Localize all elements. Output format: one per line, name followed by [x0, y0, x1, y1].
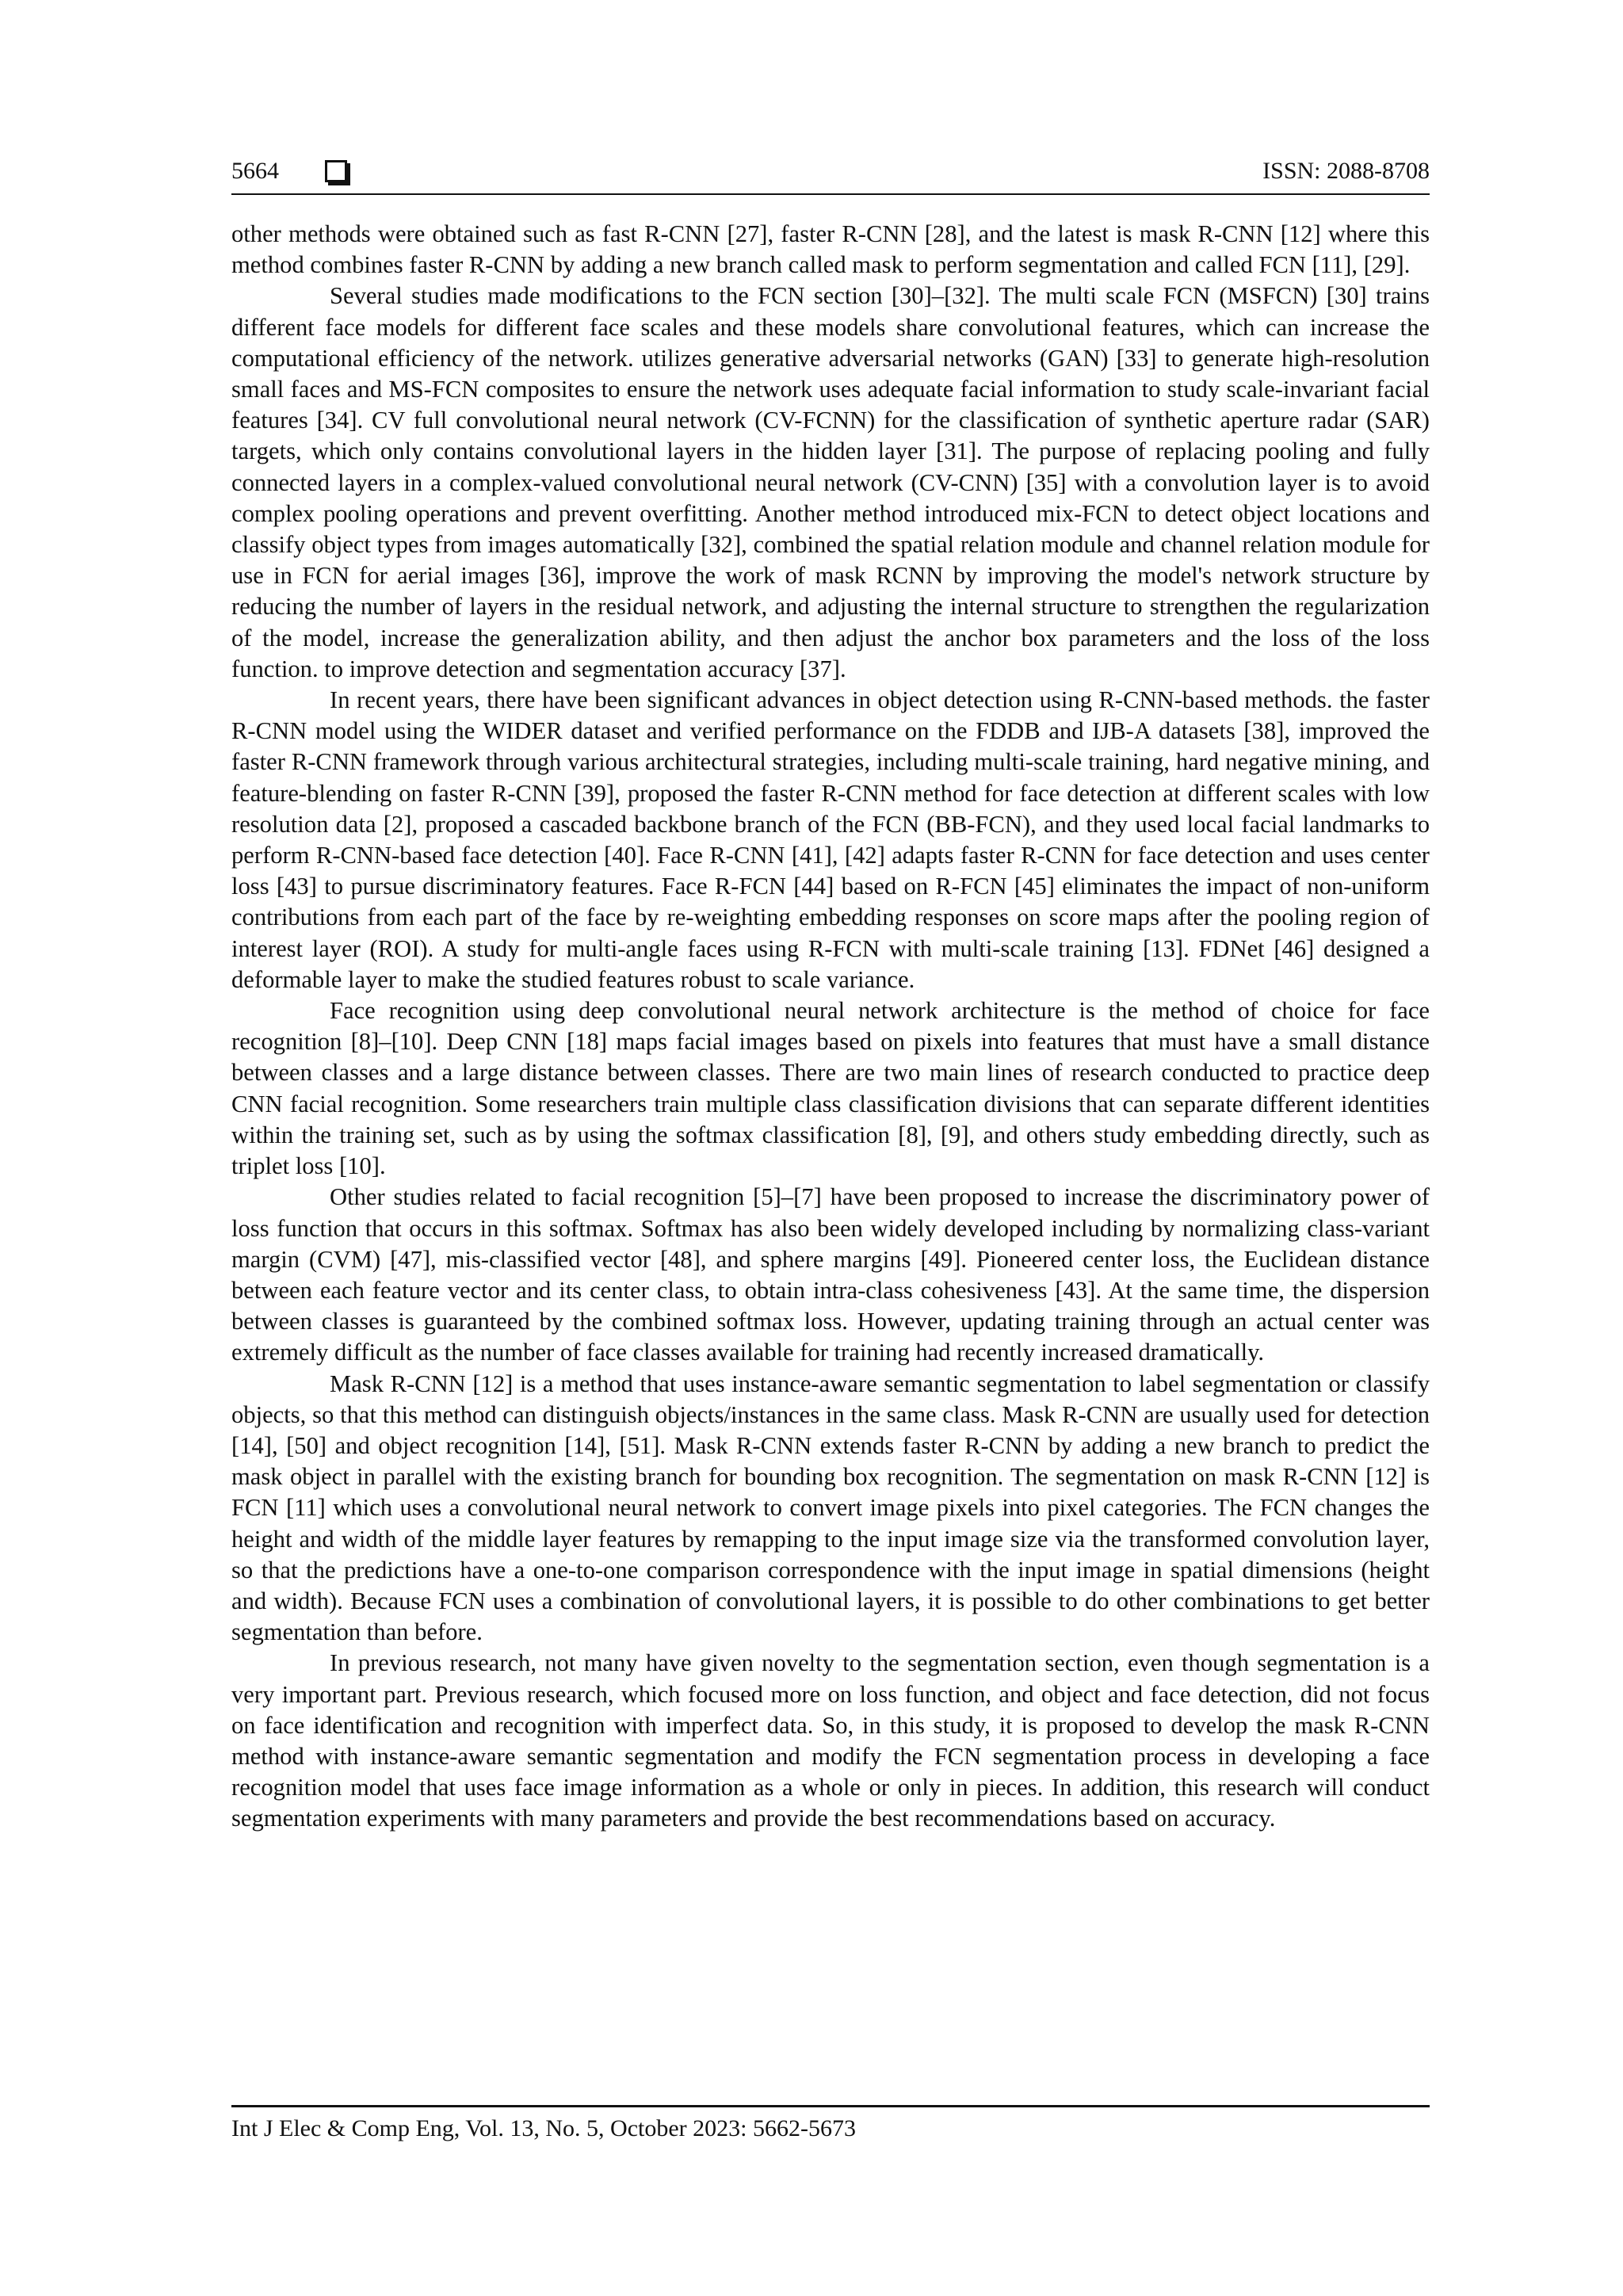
article-body: [231, 219, 1430, 1835]
paragraph-continuation: other methods were obtained such as fast R-CNN [27], faster R-CNN [28], and the latest is mask R-CNN [12] where this method combines faster R-CNN by adding a new branch called mask to perform segmentation and called FCN [11], [29].: [231, 220, 1430, 279]
paragraph: Face recognition using deep convolutional neural network architecture is the method of choice for face recognition [8]–[10]. Deep CNN [18] maps facial images based on pixels into features that must have a small distance between classes and a large distance between classes. There are two main lines of research conducted to practice deep CNN facial recognition. Some researchers train multiple class classification divisions that can separate different identities within the training set, such as by using the softmax classification [8], [9], and others study embedding directly, such as triplet loss [10].: [231, 997, 1430, 1180]
paragraph: Other studies related to facial recognition [5]–[7] have been proposed to increase the discriminatory power of loss function that occurs in this softmax. Softmax has also been widely developed including by normalizing class-variant margin (CVM) [47], mis-classified vector [48], and sphere margins [49]. Pioneered center loss, the Euclidean distance between each feature vector and its center class, to obtain intra-class cohesiveness [43]. At the same time, the dispersion between classes is guaranteed by the combined softmax loss. However, updating training through an actual center was extremely difficult as the number of face classes available for training had recently increased dramatically.: [231, 1183, 1430, 1366]
paragraph: In previous research, not many have given novelty to the segmentation section, even though segmentation is a very important part. Previous research, which focused more on loss function, and object and face detection, did not focus on face identification and recognition with imperfect data. So, in this study, it is proposed to develop the mask R-CNN method with instance-aware semantic segmentation and modify the FCN segmentation process in developing a face recognition model that uses face image information as a whole or only in pieces. In addition, this research will conduct segmentation experiments with many parameters and provide the best recommendations based on accuracy.: [231, 1649, 1430, 1832]
paragraph: Several studies made modifications to the FCN section [30]–[32]. The multi scale FCN (MSFCN) [30] trains different face models for different face scales and these models share convolutional features, which can increase the computational efficiency of the network. utilizes generative adversarial networks (GAN) [33] to generate high-resolution small faces and MS-FCN composites to ensure the network uses adequate facial information to study scale-invariant facial features [34]. CV full convolutional neural network (CV-FCNN) for the classification of synthetic aperture radar (SAR) targets, which only contains convolutional layers in the hidden layer [31]. The purpose of replacing pooling and fully connected layers in a complex-valued convolutional neural network (CV-CNN) [35] with a convolution layer is to avoid complex pooling operations and prevent overfitting. Another method introduced mix-FCN to detect object locations and classify object types from images automatically [32], combined the spatial relation module and channel relation module for use in FCN for aerial images [36], improve the work of mask RCNN by improving the model's network structure by reducing the number of layers in the residual network, and adjusting the internal structure to strengthen the regularization of the model, increase the generalization ability, and then adjust the anchor box parameters and the loss of the loss function. to improve detection and segmentation accuracy [37].: [231, 282, 1430, 682]
paragraph: Mask R-CNN [12] is a method that uses instance-aware semantic segmentation to label segmentation or classify objects, so that this method can distinguish objects/instances in the same class. Mask R-CNN are usually used for detection [14], [50] and object recognition [14], [51]. Mask R-CNN extends faster R-CNN by adding a new branch to predict the mask object in parallel with the existing branch for bounding box recognition. The segmentation on mask R-CNN [12] is FCN [11] which uses a convolutional neural network to convert image pixels into pixel categories. The FCN changes the height and width of the middle layer features by remapping to the input image size via the transformed convolution layer, so that the predictions have a one-to-one comparison correspondence with the input image in spatial dimensions (height and width). Because FCN uses a combination of convolutional layers, it is possible to do other combinations to get better segmentation than before.: [231, 1370, 1430, 1646]
page-number: 5664: [231, 158, 279, 184]
page-header: [231, 155, 1430, 192]
footer-rule: [231, 2105, 1430, 2107]
header-rule: [231, 193, 1430, 195]
journal-citation: Int J Elec & Comp Eng, Vol. 13, No. 5, October 2023: 5662-5673: [231, 2115, 856, 2141]
checkbox-square-icon: [325, 160, 347, 182]
paragraph: In recent years, there have been significant advances in object detection using R-CNN-based methods. the faster R-CNN model using the WIDER dataset and verified performance on the FDDB and IJB-A datasets [38], improved the faster R-CNN framework through various architectural strategies, including multi-scale training, hard negative mining, and feature-blending on faster R-CNN [39], proposed the faster R-CNN method for face detection at different scales with low resolution data [2], proposed a cascaded backbone branch of the FCN (BB-FCN), and they used local facial landmarks to perform R-CNN-based face detection [40]. Face R-CNN [41], [42] adapts faster R-CNN for face detection and uses center loss [43] to pursue discriminatory features. Face R-FCN [44] based on R-FCN [45] eliminates the impact of non-uniform contributions from each part of the face by re-weighting embedding responses on score maps after the pooling region of interest layer (ROI). A study for multi-angle faces using R-FCN with multi-scale training [13]. FDNet [46] designed a deformable layer to make the studied features robust to scale variance.: [231, 686, 1430, 993]
issn-label: ISSN: 2088-8708: [1262, 158, 1430, 184]
